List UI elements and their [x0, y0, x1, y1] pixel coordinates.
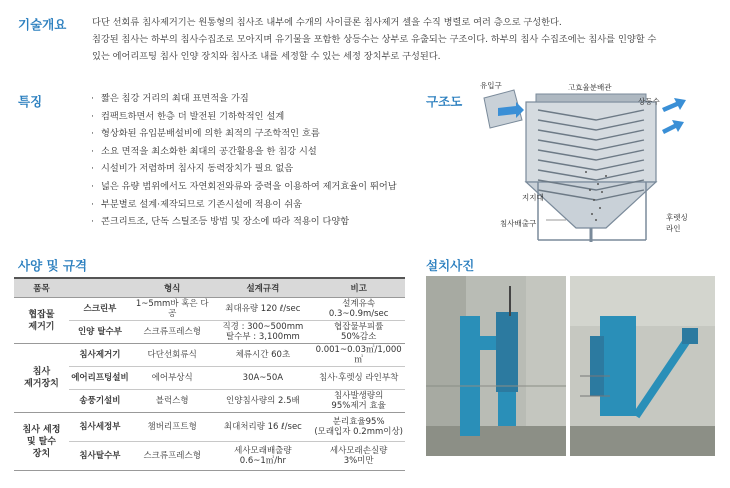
item-cell: 침사제거기	[69, 344, 131, 367]
note-cell: 협잡물부피률 50%감소	[312, 321, 405, 344]
item-cell: 송풍기설비	[69, 390, 131, 413]
features-list	[91, 90, 397, 231]
overview-line: 다단 선회류 침사제거기는 원통형의 침사조 내부에 수개의 사이클론 침사제거 셀을 수직 병렬로 여러 층으로 구성한다.	[92, 17, 562, 28]
header-sub	[69, 278, 131, 298]
header-note: 비고	[312, 278, 405, 298]
design-cell: 최대유량 120 ℓ/sec	[213, 298, 312, 321]
design-cell: 30A~50A	[213, 367, 312, 390]
type-cell: 다단선회류식	[131, 344, 213, 367]
overview-text	[92, 14, 722, 65]
outflow-arrow	[662, 120, 684, 134]
note-cell: 설계유속 0.3~0.9m/sec	[312, 298, 405, 321]
item-cell: 에어리프팅설비	[69, 367, 131, 390]
type-cell: 에어부상식	[131, 367, 213, 390]
label-inlet: 유입구	[480, 81, 502, 90]
type-cell: 챔버리프트형	[131, 413, 213, 442]
label-outlet: 침사배출구	[500, 219, 537, 228]
design-cell: 세사모래배출량 0.6~1㎥/hr	[213, 442, 312, 471]
photos-title: 설치사진	[426, 258, 475, 273]
table-row	[14, 344, 405, 367]
header-design: 설계규격	[213, 278, 312, 298]
table-row	[14, 367, 405, 390]
note-cell: 세사모래손실량 3%미만	[312, 442, 405, 471]
list-item: · 컴팩트하면서 한층 더 발전된 기하학적인 설계	[91, 110, 285, 122]
table-row	[14, 413, 405, 442]
design-cell: 인양침사량의 2.5배	[213, 390, 312, 413]
category-cell: 침사 세정 및 탈수 장치	[14, 413, 69, 471]
installation-photo-1	[426, 276, 566, 456]
category-cell: 협잡물 제거기	[14, 298, 69, 344]
note-cell: 분리효율95% (모래입자 0.2mm이상)	[312, 413, 405, 442]
item-cell: 침사탈수부	[69, 442, 131, 471]
item-cell: 침사세정부	[69, 413, 131, 442]
table-header-row	[14, 278, 405, 298]
note-cell: 침사·후렛싱 라인부착	[312, 367, 405, 390]
list-item: · 형상화된 유입분배설비에 의한 최적의 구조학적인 흐름	[91, 128, 320, 140]
type-cell: 스크류프레스형	[131, 442, 213, 471]
header-item: 품목	[14, 278, 69, 298]
type-cell: 1~5mm바 혹은 다공	[131, 298, 213, 321]
item-cell: 스크린부	[69, 298, 131, 321]
table-row	[14, 321, 405, 344]
header-type: 형식	[131, 278, 213, 298]
design-cell: 체류시간 60초	[213, 344, 312, 367]
label-distributor: 고효율분배관	[568, 83, 612, 92]
list-item: · 넓은 유량 범위에서도 자연회전와류와 중력을 이용하여 제거효율이 뛰어남	[91, 180, 397, 192]
table-row	[14, 442, 405, 471]
overview-title: 기술개요	[18, 17, 67, 32]
list-item: · 콘크리트조, 단독 스틸조등 방법 및 장소에 따라 적용이 다양함	[91, 216, 350, 228]
label-supernatant: 상등수	[638, 97, 660, 106]
table-row	[14, 298, 405, 321]
overview-line: 침강된 침사는 하부의 침사수집조로 모아지며 유기물을 포함한 상등수는 상부로 유출되는 구조이다. 하부의 침사 수집조에는 침사를 인양할 수	[92, 34, 657, 45]
structure-diagram	[476, 80, 716, 250]
overview-line: 있는 에어리프팅 침사 인양 장치와 침사조 내를 세정할 수 있는 세정 장치부로 구성된다.	[92, 51, 441, 62]
category-cell: 침사 제거장치	[14, 344, 69, 413]
list-item: · 부분별로 설계·제작되므로 기존시설에 적용이 쉬움	[91, 198, 302, 210]
type-cell: 스크류프레스형	[131, 321, 213, 344]
features-title: 특징	[18, 94, 43, 109]
type-cell: 블럭스형	[131, 390, 213, 413]
table-row	[14, 390, 405, 413]
label-support: 지지대	[522, 193, 544, 202]
item-cell: 인양 탈수부	[69, 321, 131, 344]
design-cell: 최대처리량 16 ℓ/sec	[213, 413, 312, 442]
structure-title: 구조도	[426, 94, 463, 109]
list-item: · 소요 면적을 최소화한 최대의 공간활용을 한 침강 시설	[91, 145, 317, 157]
outflow-arrow	[662, 98, 686, 112]
list-item: · 짧은 침강 거리의 최대 표면적을 가짐	[91, 93, 249, 104]
label-flush: 후렛싱 라인	[666, 213, 688, 233]
design-cell: 직경 : 300~500mm 탈수부 : 3,100mm	[213, 321, 312, 344]
spec-title: 사양 및 규격	[18, 258, 88, 273]
installation-photo-2	[570, 276, 715, 456]
spec-table	[14, 277, 405, 471]
note-cell: 0.001~0.03㎥/1,000㎥	[312, 344, 405, 367]
note-cell: 침사발생량의 95%제거 효율	[312, 390, 405, 413]
list-item: · 시설비가 저렴하며 침사지 동력장치가 필요 없음	[91, 163, 294, 175]
